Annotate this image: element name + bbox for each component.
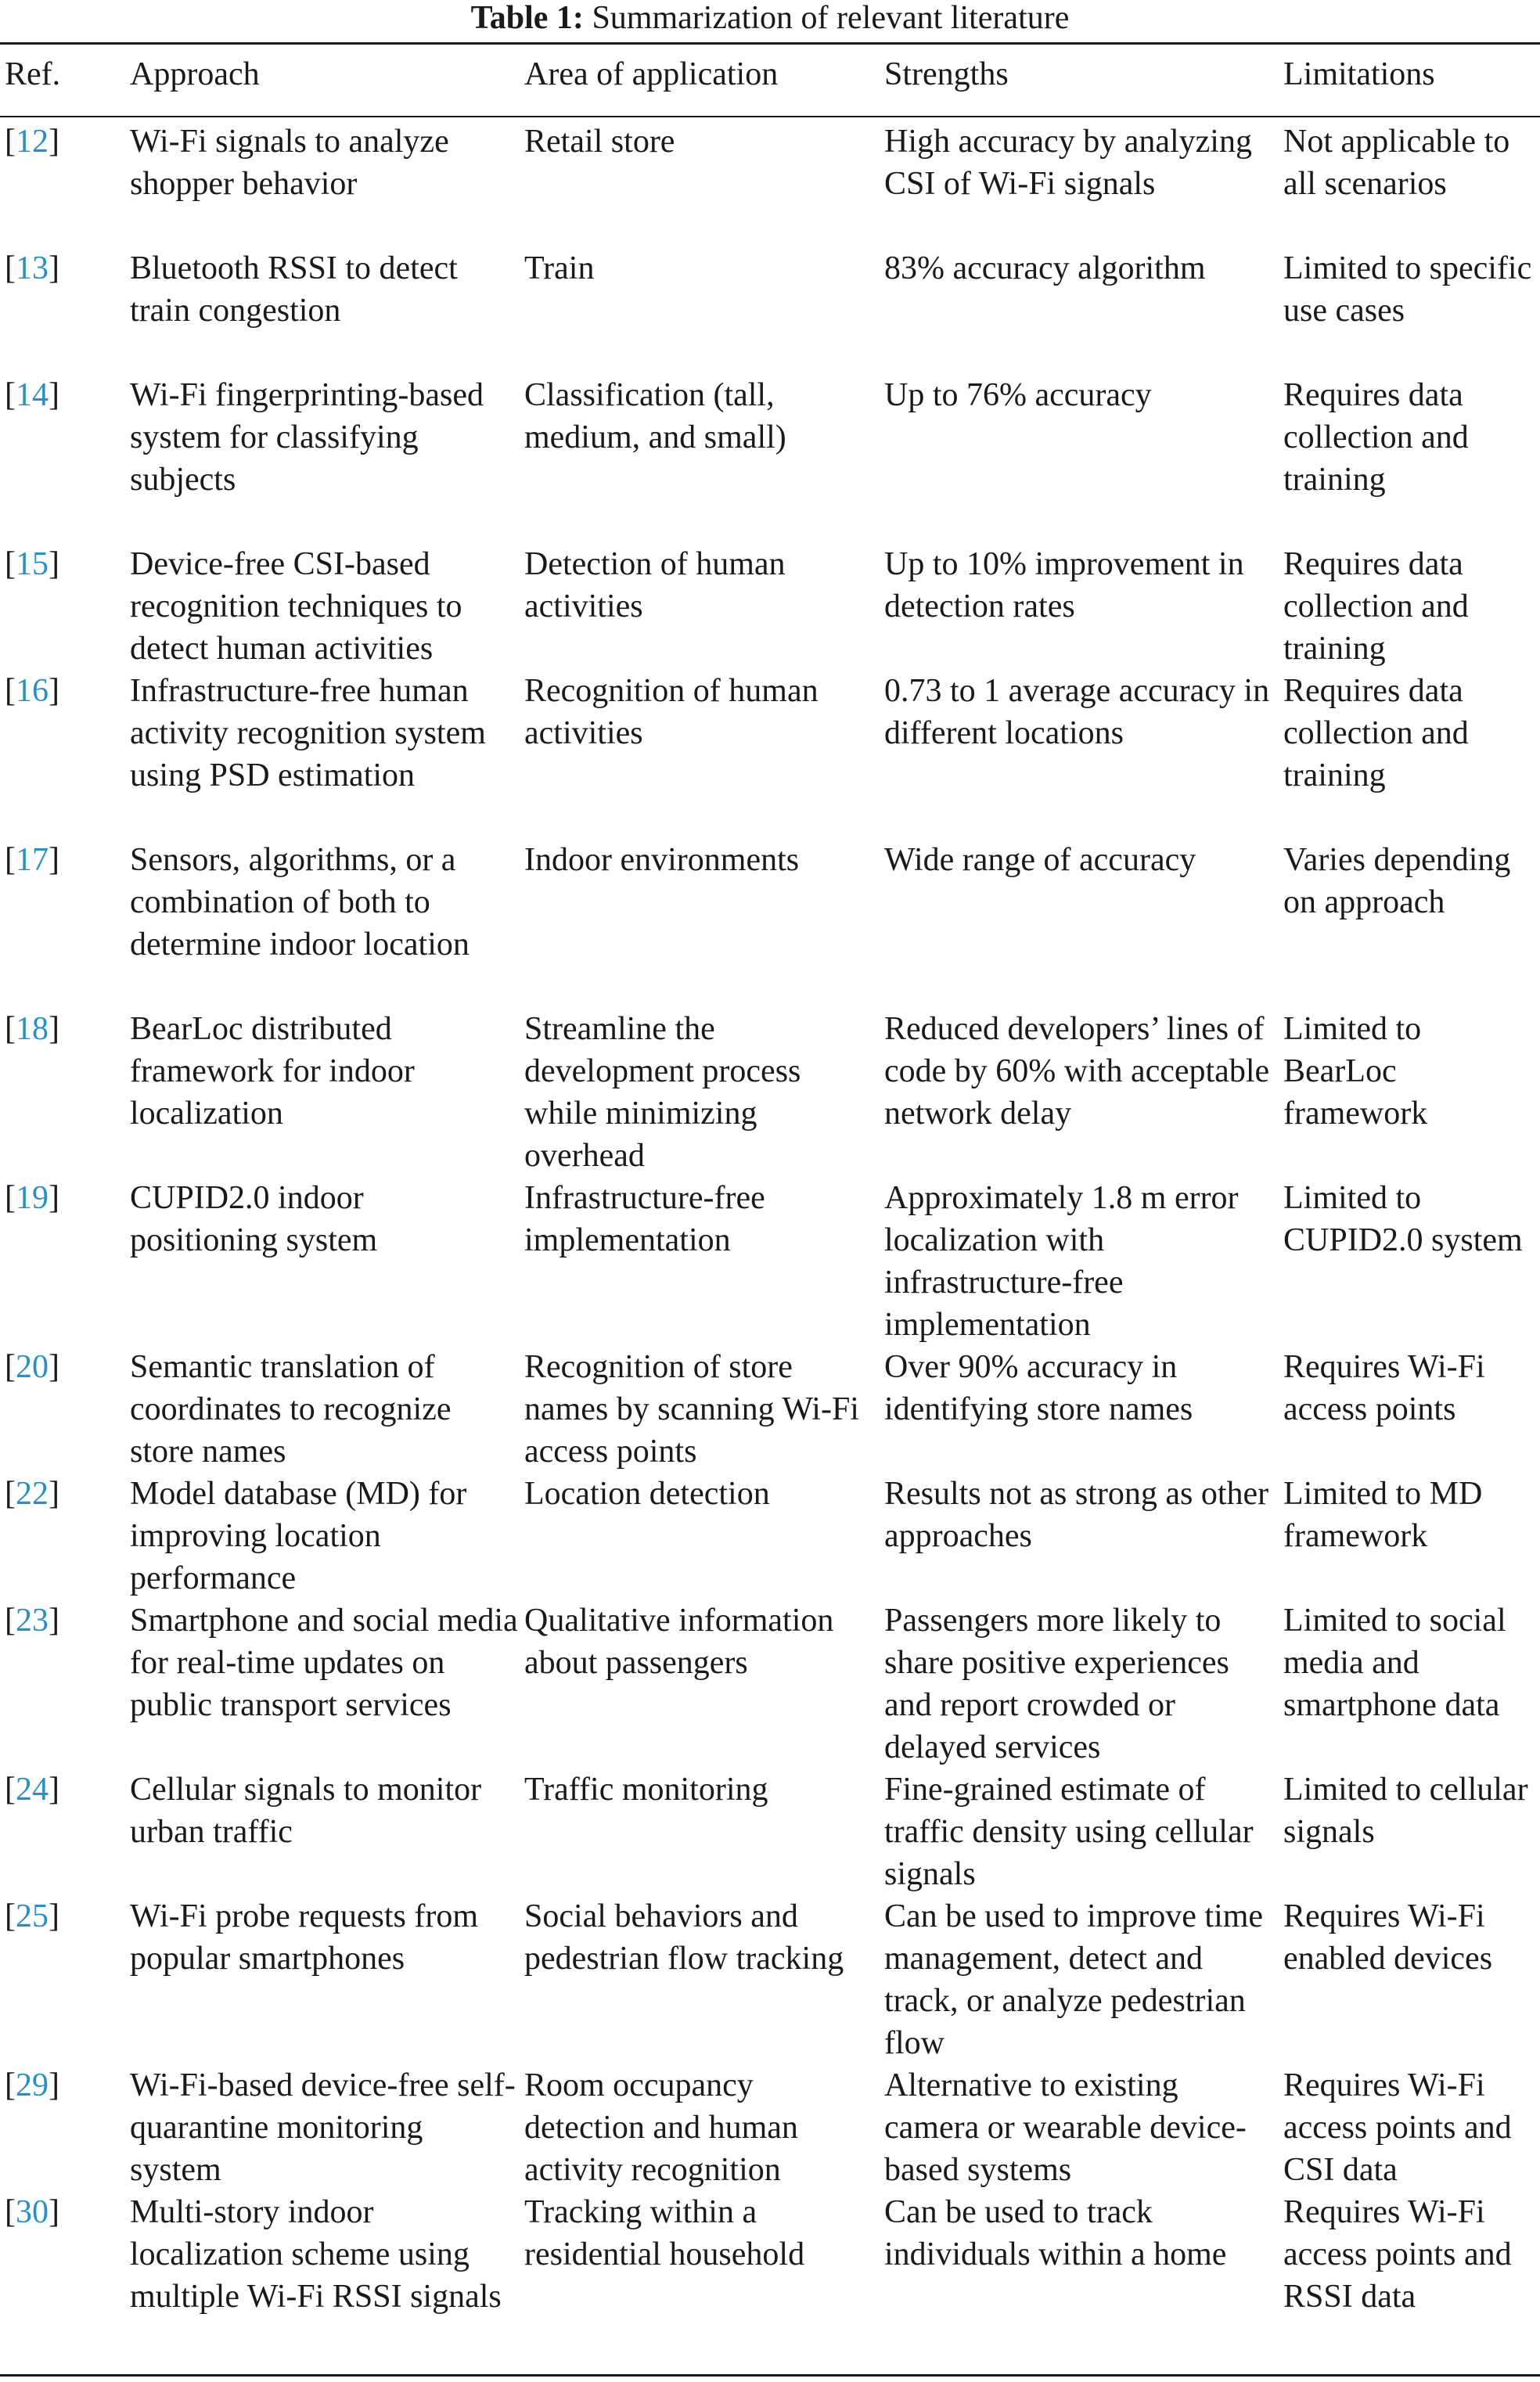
table-row xyxy=(0,1177,1540,1346)
table-row xyxy=(0,1008,1540,1177)
cell-approach: BearLoc distributed framework for indoor localization xyxy=(130,1011,415,1132)
citation-link[interactable]: 17 xyxy=(16,842,49,878)
table-bottom-rule xyxy=(0,2374,1540,2377)
cell-limitations: Varies depending on approach xyxy=(1283,842,1511,920)
cell-approach: CUPID2.0 indoor positioning system xyxy=(130,1180,378,1258)
cell-approach: Semantic translation of coordinates to recognize store names xyxy=(130,1349,452,1470)
cell-ref: [25] xyxy=(5,1898,59,1934)
literature-table xyxy=(0,49,1540,2355)
cell-strengths: 83% accuracy algorithm xyxy=(884,250,1206,286)
cell-strengths: 0.73 to 1 average accuracy in different locations xyxy=(884,673,1270,751)
table-top-rule xyxy=(0,42,1540,45)
table-row xyxy=(0,121,1540,247)
cell-approach: Bluetooth RSSI to detect train congestion xyxy=(130,250,458,329)
cell-approach: Wi-Fi probe requests from popular smartphones xyxy=(130,1898,479,1977)
cell-strengths: Fine-grained estimate of traffic density using cellular signals xyxy=(884,1772,1254,1892)
header-area: Area of application xyxy=(524,56,779,92)
table-row xyxy=(0,1599,1540,1769)
cell-ref: [22] xyxy=(5,1476,59,1512)
cell-limitations: Limited to MD framework xyxy=(1283,1476,1483,1554)
citation-link[interactable]: 30 xyxy=(16,2194,49,2230)
cell-approach: Wi-Fi-based device-free self-quarantine monitoring system xyxy=(130,2067,516,2188)
cell-area: Recognition of human activities xyxy=(524,673,819,751)
table-row xyxy=(0,839,1540,1008)
cell-limitations: Requires Wi-Fi enabled devices xyxy=(1283,1898,1493,1977)
table-caption-label: Table 1: xyxy=(470,0,584,36)
cell-approach: Wi-Fi signals to analyze shopper behavior xyxy=(130,124,449,202)
cell-limitations: Requires Wi-Fi access points and RSSI data xyxy=(1283,2194,1512,2315)
table-row xyxy=(0,1346,1540,1473)
cell-strengths: Reduced developers’ lines of code by 60% with acceptable network delay xyxy=(884,1011,1270,1132)
cell-ref: [20] xyxy=(5,1349,59,1385)
table-row xyxy=(0,2064,1540,2191)
cell-limitations: Limited to BearLoc framework xyxy=(1283,1011,1428,1132)
cell-area: Classification (tall, medium, and small) xyxy=(524,377,786,455)
cell-area: Recognition of store names by scanning Wi-Fi access points xyxy=(524,1349,859,1470)
cell-ref: [24] xyxy=(5,1772,59,1808)
citation-link[interactable]: 14 xyxy=(16,377,49,413)
cell-area: Indoor environments xyxy=(524,842,800,878)
citation-link[interactable]: 29 xyxy=(16,2067,49,2103)
cell-limitations: Requires data collection and training xyxy=(1283,377,1469,498)
cell-area: Traffic monitoring xyxy=(524,1772,768,1808)
cell-ref: [18] xyxy=(5,1011,59,1047)
cell-ref: [16] xyxy=(5,673,59,709)
cell-strengths: Results not as strong as other approaches xyxy=(884,1476,1269,1554)
table-row xyxy=(0,1895,1540,2064)
citation-link[interactable]: 20 xyxy=(16,1349,49,1385)
header-approach: Approach xyxy=(130,56,260,92)
cell-strengths: Alternative to existing camera or wearable device-based systems xyxy=(884,2067,1247,2188)
cell-area: Streamline the development process while minimizing overhead xyxy=(524,1011,801,1174)
cell-limitations: Limited to social media and smartphone data xyxy=(1283,1603,1506,1723)
cell-strengths: Over 90% accuracy in identifying store names xyxy=(884,1349,1193,1427)
table-body xyxy=(0,121,1540,2355)
cell-ref: [23] xyxy=(5,1603,59,1639)
header-limitations: Limitations xyxy=(1283,56,1435,92)
cell-limitations: Limited to cellular signals xyxy=(1283,1772,1528,1850)
table-caption xyxy=(0,0,1540,41)
cell-area: Retail store xyxy=(524,124,675,160)
cell-approach: Infrastructure-free human activity recognition system using PSD estimation xyxy=(130,673,486,793)
cell-strengths: Wide range of accuracy xyxy=(884,842,1196,878)
cell-ref: [12] xyxy=(5,124,59,160)
table-row xyxy=(0,543,1540,670)
cell-limitations: Requires Wi-Fi access points and CSI data xyxy=(1283,2067,1512,2188)
cell-area: Room occupancy detection and human activity recognition xyxy=(524,2067,798,2188)
citation-link[interactable]: 12 xyxy=(16,124,49,160)
cell-area: Train xyxy=(524,250,595,286)
cell-strengths: Up to 10% improvement in detection rates xyxy=(884,546,1244,624)
cell-area: Social behaviors and pedestrian flow tracking xyxy=(524,1898,844,1977)
citation-link[interactable]: 18 xyxy=(16,1011,49,1047)
cell-ref: [19] xyxy=(5,1180,59,1216)
cell-area: Qualitative information about passengers xyxy=(524,1603,834,1681)
table-row xyxy=(0,2191,1540,2355)
cell-approach: Sensors, algorithms, or a combination of both to determine indoor location xyxy=(130,842,470,963)
cell-strengths: High accuracy by analyzing CSI of Wi-Fi signals xyxy=(884,124,1252,202)
citation-link[interactable]: 13 xyxy=(16,250,49,286)
citation-link[interactable]: 19 xyxy=(16,1180,49,1216)
cell-approach: Model database (MD) for improving location performance xyxy=(130,1476,467,1596)
cell-ref: [29] xyxy=(5,2067,59,2103)
table-row xyxy=(0,374,1540,543)
table-header-row xyxy=(0,49,1540,121)
citation-link[interactable]: 25 xyxy=(16,1898,49,1934)
table-row xyxy=(0,1473,1540,1599)
cell-strengths: Can be used to track individuals within a home xyxy=(884,2194,1227,2272)
table-row xyxy=(0,670,1540,839)
table-caption-text: Summarization of relevant literature xyxy=(592,0,1070,36)
citation-link[interactable]: 16 xyxy=(16,673,49,709)
citation-link[interactable]: 24 xyxy=(16,1772,49,1808)
table-row xyxy=(0,247,1540,374)
cell-limitations: Limited to CUPID2.0 system xyxy=(1283,1180,1523,1258)
cell-area: Detection of human activities xyxy=(524,546,786,624)
header-strengths: Strengths xyxy=(884,56,1009,92)
cell-area: Tracking within a residential household xyxy=(524,2194,805,2272)
cell-approach: Wi-Fi fingerprinting-based system for classifying subjects xyxy=(130,377,484,498)
cell-approach: Cellular signals to monitor urban traffic xyxy=(130,1772,482,1850)
cell-area: Location detection xyxy=(524,1476,770,1512)
table-row xyxy=(0,1769,1540,1895)
cell-ref: [13] xyxy=(5,250,59,286)
cell-strengths: Passengers more likely to share positive experiences and report crowded or delayed services xyxy=(884,1603,1229,1765)
cell-ref: [30] xyxy=(5,2194,59,2230)
citation-link[interactable]: 15 xyxy=(16,546,49,582)
citation-link[interactable]: 23 xyxy=(16,1603,49,1639)
cell-limitations: Not applicable to all scenarios xyxy=(1283,124,1510,202)
cell-approach: Multi-story indoor localization scheme using multiple Wi-Fi RSSI signals xyxy=(130,2194,502,2315)
cell-limitations: Requires data collection and training xyxy=(1283,546,1469,667)
cell-limitations: Requires Wi-Fi access points xyxy=(1283,1349,1485,1427)
cell-approach: Device-free CSI-based recognition techniques to detect human activities xyxy=(130,546,462,667)
cell-limitations: Requires data collection and training xyxy=(1283,673,1469,793)
header-ref: Ref. xyxy=(5,56,61,92)
cell-area: Infrastructure-free implementation xyxy=(524,1180,765,1258)
cell-approach: Smartphone and social media for real-time updates on public transport services xyxy=(130,1603,518,1723)
cell-ref: [14] xyxy=(5,377,59,413)
cell-strengths: Up to 76% accuracy xyxy=(884,377,1152,413)
cell-limitations: Limited to specific use cases xyxy=(1283,250,1532,329)
cell-ref: [17] xyxy=(5,842,59,878)
cell-ref: [15] xyxy=(5,546,59,582)
cell-strengths: Can be used to improve time management, detect and track, or analyze pedestrian flow xyxy=(884,1898,1264,2061)
citation-link[interactable]: 22 xyxy=(16,1476,49,1512)
cell-strengths: Approximately 1.8 m error localization with infrastructure-free implementation xyxy=(884,1180,1239,1343)
